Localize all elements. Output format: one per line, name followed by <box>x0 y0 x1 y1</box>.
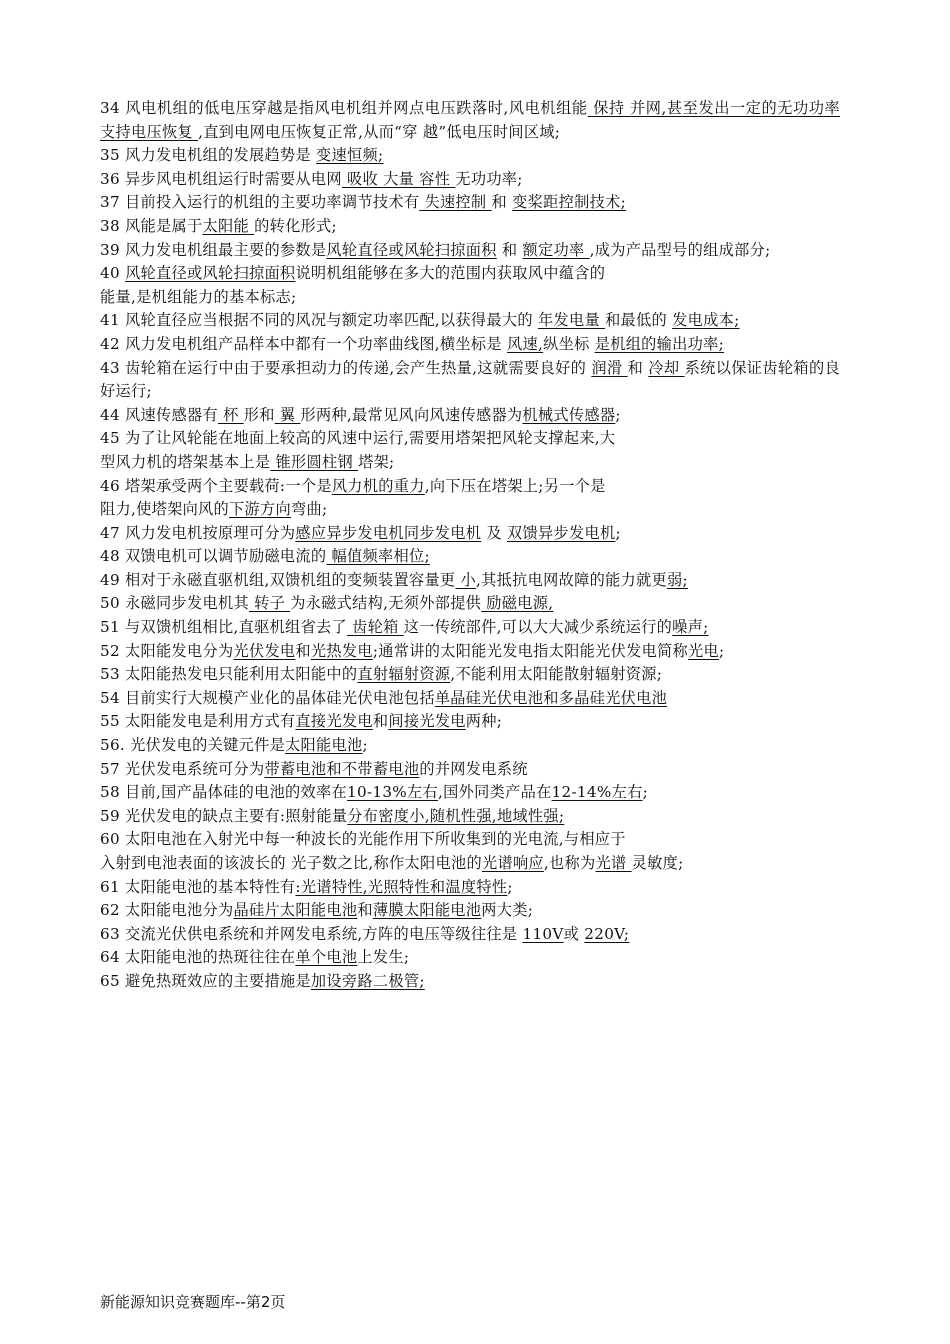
answer-text: 加设旁路二极管; <box>310 971 425 990</box>
answer-text: 薄膜太阳能电池 <box>372 901 482 920</box>
question-text: 形和 <box>243 405 275 424</box>
question-line <box>100 970 840 994</box>
question-text: 的并网发电系统 <box>419 759 528 778</box>
answer-text: 直射辐射资源 <box>357 665 451 684</box>
answer-text: 分布密度小,随机性强,地域性强; <box>347 806 565 825</box>
question-line <box>100 498 840 522</box>
answer-text: 弱; <box>667 570 688 589</box>
question-text: 和最低的 <box>605 311 673 330</box>
question-text: ;通常讲的太阳能光发电指太阳能光伏发电简称 <box>372 641 689 660</box>
question-text: 的转化形式; <box>254 216 337 235</box>
question-line <box>100 687 840 711</box>
question-text: 39 风力发电机组最主要的参数是 <box>100 240 327 259</box>
question-line <box>100 545 840 569</box>
question-line <box>100 923 840 947</box>
answer-text: 直接光发电 <box>295 712 373 731</box>
answer-text: 光谱响应 <box>481 854 544 872</box>
question-text: 和 <box>295 641 311 660</box>
question-text: 50 永磁同步发电机其 <box>100 594 249 613</box>
answer-text: 年发电量 <box>537 311 606 330</box>
question-text: 64 太阳能电池的热斑往往在 <box>100 948 296 967</box>
answer-text: 转子 <box>248 594 291 613</box>
answer-text: 冷却 <box>648 358 685 377</box>
question-text: 灵敏度; <box>631 854 684 872</box>
answer-text: 锥形圆柱钢 <box>270 452 359 471</box>
question-text: 阻力,使塔架向风的 <box>100 500 230 519</box>
question-line <box>100 781 840 805</box>
answer-text: 风速, <box>507 334 544 353</box>
question-text: ,成为产品型号的组成部分; <box>589 240 771 259</box>
question-text: 这一传统部件,可以大大减少系统运行的 <box>403 618 673 637</box>
answer-text: 保持 并网,甚至发出一定的无功功率支持电压恢复 <box>100 99 840 141</box>
answer-text: 单晶硅光伏电池和多晶硅光伏电池 <box>434 688 668 707</box>
question-line <box>100 97 840 144</box>
question-text: 36 异步风电机组运行时需要从电网 <box>100 169 342 188</box>
question-text: 58 目前,国产晶体硅的电池的效率在 <box>100 783 348 802</box>
answer-text: 翼 <box>274 405 301 424</box>
answer-text: 110V <box>522 924 564 943</box>
question-text: 塔架; <box>358 452 395 471</box>
answer-text: 是机组的输出功率; <box>594 334 725 353</box>
answer-text: 太阳能电池 <box>285 736 363 755</box>
question-text: ; <box>362 736 368 755</box>
question-text: 44 风速传感器有 <box>100 405 218 424</box>
answer-text: 间接光发电 <box>388 712 466 731</box>
question-text: 60 太阳电池在入射光中每一种波长的光能作用下所收集到的光电流,与相应于 <box>100 830 626 849</box>
question-line <box>100 569 840 593</box>
question-line <box>100 168 840 192</box>
answer-text: 小 <box>455 570 477 589</box>
answer-text: 发电成本; <box>672 311 740 330</box>
answer-text: 风轮直径或风轮扫掠面积 <box>326 240 497 259</box>
question-text: 41 风轮直径应当根据不同的风况与额定功率匹配,以获得最大的 <box>100 311 538 330</box>
question-text: 弯曲; <box>290 500 328 519</box>
page-footer: 新能源知识竞赛题库--第2页 <box>100 1293 286 1311</box>
question-text: 42 风力发电机组产品样本中都有一个功率曲线图,横坐标是 <box>100 334 508 353</box>
answer-text: 单个电池 <box>295 948 358 967</box>
question-text: 说明机组能够在多大的范围内获取风中蕴含的 <box>295 264 606 283</box>
answer-text: 变桨距控制技术; <box>512 193 627 212</box>
question-text: ; <box>615 523 621 542</box>
question-line <box>100 286 840 310</box>
question-text: 43 齿轮箱在运行中由于要承担动力的传递,会产生热量,这就需要良好的 <box>100 358 592 377</box>
answer-text: 晶硅片太阳能电池 <box>233 901 358 920</box>
question-text: 37 目前投入运行的机组的主要功率调节技术有 <box>100 193 420 212</box>
question-line <box>100 899 840 923</box>
question-text: 和 <box>357 901 373 920</box>
question-text: 和 <box>372 712 389 731</box>
answer-text: 12-14%左右 <box>551 783 643 802</box>
answer-text: 10-13%左右 <box>347 783 439 802</box>
answer-text: 太阳能 <box>202 216 255 235</box>
question-text: ,不能利用太阳能散射辐射资源; <box>450 665 663 684</box>
answer-text: 润滑 <box>591 358 628 377</box>
question-text: 纵坐标 <box>543 334 595 353</box>
question-text: ,其抵抗电网故障的能力就更 <box>476 570 668 589</box>
answer-text: 感应异步发电机同步发电机 <box>295 523 482 542</box>
question-text: 51 与双馈机组相比,直驱机组省去了 <box>100 618 348 637</box>
question-line <box>100 357 840 404</box>
question-text: 57 光伏发电系统可分为 <box>100 759 265 778</box>
question-text: 53 太阳能热发电只能利用太阳能中的 <box>100 665 358 684</box>
question-line <box>100 805 840 829</box>
question-text: 56. 光伏发电的关键元件是 <box>100 736 286 755</box>
answer-text: 光伏发电 <box>233 641 296 660</box>
question-text: 入射到电池表面的该波长的 光子数之比,称作太阳电池的 <box>100 854 482 872</box>
question-text: 54 目前实行大规模产业化的晶体硅光伏电池包括 <box>100 688 435 707</box>
question-line <box>100 640 840 664</box>
answer-text: 风力机的重力 <box>331 476 425 495</box>
question-text: 形两种,最常见风向风速传感器为 <box>300 405 523 424</box>
question-text: 或 <box>563 924 585 943</box>
question-text: 47 风力发电机按原理可分为 <box>100 523 296 542</box>
question-line <box>100 451 840 475</box>
question-line <box>100 191 840 215</box>
question-text: 55 太阳能发电是利用方式有 <box>100 712 296 731</box>
question-line <box>100 404 840 428</box>
answer-text: 吸收 <box>341 169 384 188</box>
question-text: 上发生; <box>357 948 410 967</box>
question-text: 和 <box>491 193 513 212</box>
question-text: 及 <box>481 523 508 542</box>
question-line <box>100 239 840 263</box>
question-line <box>100 876 840 900</box>
question-text: ,直到电网电压恢复正常,从而“穿 越”低电压时间区域; <box>198 122 561 141</box>
question-line <box>100 522 840 546</box>
question-text: 46 塔架承受两个主要载荷:一个是 <box>100 476 332 495</box>
question-line <box>100 592 840 616</box>
question-text: 63 交流光伏供电系统和并网发电系统,方阵的电压等级往往是 <box>100 924 523 943</box>
answer-text: 光热发电 <box>310 641 373 660</box>
question-text: 和 <box>496 240 523 259</box>
question-text: ; <box>615 405 621 424</box>
question-text: 为永磁式结构,无须外部提供 <box>290 594 482 613</box>
question-text: 系统以保证齿轮箱的良好运行; <box>100 358 840 401</box>
question-text: 两大类; <box>481 901 534 920</box>
question-text: 34 风电机组的低电压穿越是指风电机组并网点电压跌落时,风电机组能 <box>100 99 588 117</box>
question-line <box>100 427 840 451</box>
question-text: 两种; <box>465 712 503 731</box>
question-line <box>100 262 840 286</box>
answer-text: 双馈异步发电机 <box>507 523 616 542</box>
question-text: 61 太阳能电池的基本特性有 <box>100 877 296 896</box>
question-text: 52 太阳能发电分为 <box>100 641 234 660</box>
answer-text: 杯 <box>217 405 244 424</box>
answer-text: 幅值频率相位; <box>326 547 430 566</box>
answer-text: :光谱特性,光照特性和温度特性 <box>295 877 508 896</box>
question-line <box>100 734 840 758</box>
question-text: 65 避免热斑效应的主要措施是 <box>100 971 311 990</box>
question-text: 和 <box>627 358 649 377</box>
answer-text: 励磁电源, <box>481 594 554 613</box>
question-text: ,向下压在塔架上;另一个是 <box>424 476 606 495</box>
question-text: 48 双馈电机可以调节励磁电流的 <box>100 547 327 566</box>
answer-text: 下游方向 <box>229 500 291 519</box>
question-text: 62 太阳能电池分为 <box>100 901 234 920</box>
question-line <box>100 852 840 876</box>
question-text: ; <box>642 783 648 802</box>
answer-text: 220V; <box>584 924 630 943</box>
question-text: ,也称为 <box>543 854 596 872</box>
question-text: ,国外同类产品在 <box>438 783 552 802</box>
question-text: 型风力机的塔架基本上是 <box>100 452 271 471</box>
question-text: 59 光伏发电的缺点主要有:照射能量 <box>100 806 348 825</box>
question-text: ; <box>507 877 513 896</box>
document-body <box>100 97 840 994</box>
answer-text: 失速控制 <box>419 193 492 212</box>
question-line <box>100 663 840 687</box>
answer-text: 光电 <box>688 641 720 660</box>
question-text: 40 <box>100 264 126 283</box>
question-line <box>100 616 840 640</box>
question-line <box>100 215 840 239</box>
answer-text: 齿轮箱 <box>347 618 404 637</box>
answer-text: 大量 容性 <box>383 169 456 188</box>
answer-text: 带蓄电池和不带蓄电池 <box>264 759 420 778</box>
question-text: 无功功率; <box>455 169 523 188</box>
answer-text: 机械式传感器 <box>522 405 616 424</box>
answer-text: 额定功率 <box>522 240 590 259</box>
answer-text: 光谱 <box>595 854 632 872</box>
question-text: ; <box>719 641 725 660</box>
question-line <box>100 309 840 333</box>
question-text: 能量,是机组能力的基本标志; <box>100 287 297 306</box>
question-line <box>100 710 840 734</box>
question-line <box>100 758 840 782</box>
question-line <box>100 475 840 499</box>
question-text: 35 风力发电机组的发展趋势是 <box>100 146 317 165</box>
question-line <box>100 333 840 357</box>
question-text: 45 为了让风轮能在地面上较高的风速中运行,需要用塔架把风轮支撑起来,大 <box>100 429 616 448</box>
question-line <box>100 946 840 970</box>
answer-text: 变速恒频; <box>316 146 384 165</box>
question-line <box>100 144 840 168</box>
question-line <box>100 828 840 852</box>
answer-text: 噪声; <box>672 618 709 637</box>
answer-text: 风轮直径或风轮扫掠面积 <box>125 264 296 283</box>
question-text: 49 相对于永磁直驱机组,双馈机组的变频装置容量更 <box>100 570 456 589</box>
question-text: 38 风能是属于 <box>100 216 203 235</box>
